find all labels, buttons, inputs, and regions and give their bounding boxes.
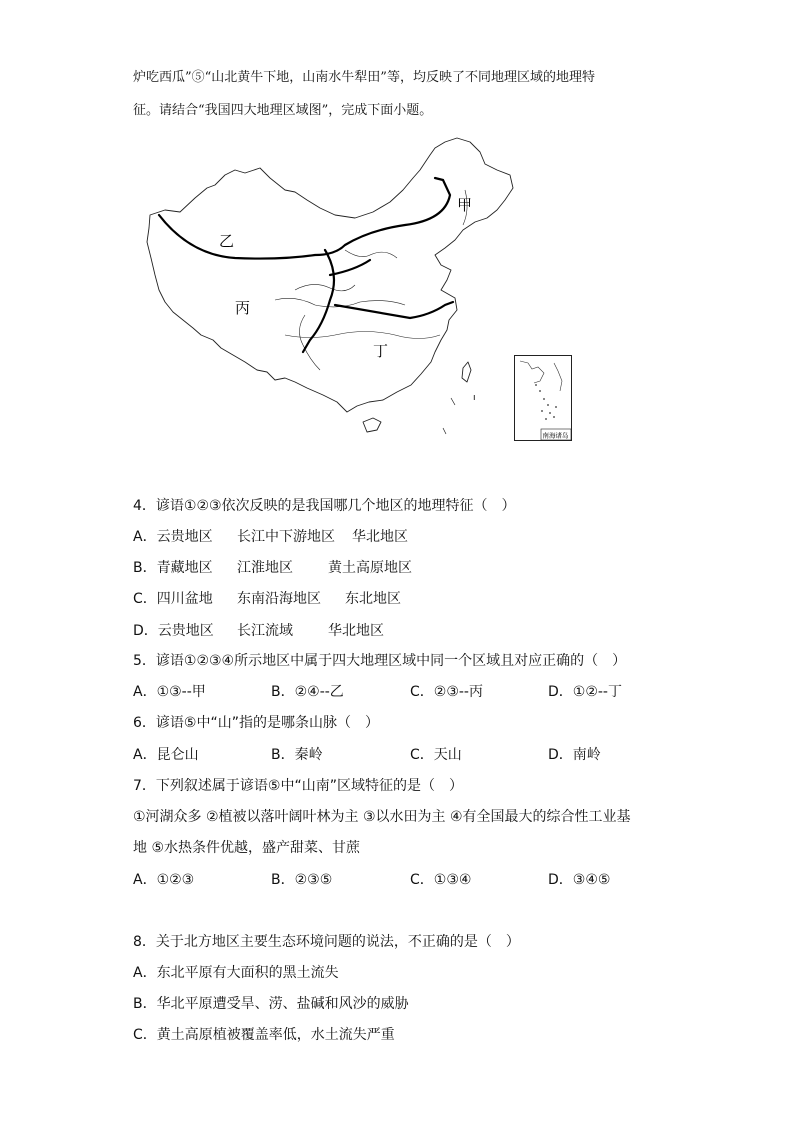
q5-option-d: D．①②--丁 bbox=[548, 684, 622, 700]
q5-option-a: A．①③--甲 bbox=[133, 684, 206, 700]
q4-option-c-1: C．四川盆地 bbox=[133, 591, 213, 607]
map-label-bing: 丙 bbox=[235, 299, 251, 317]
q4-option-b-3: 黄土高原地区 bbox=[328, 560, 412, 576]
q5-option-b: B．②④--乙 bbox=[271, 684, 344, 700]
map-label-ding: 丁 bbox=[373, 342, 389, 360]
south-china-sea-inset bbox=[514, 355, 572, 441]
q6-option-d: D．南岭 bbox=[548, 747, 601, 763]
qinghai-tibet-boundary-line bbox=[303, 250, 334, 352]
intro-line-1: 炉吃西瓜”⑤“山北黄牛下地，山南水牛犁田”等，均反映了不同地理区域的地理特 bbox=[133, 70, 595, 85]
q6-option-b: B．秦岭 bbox=[271, 747, 323, 763]
intro-line-2: 征。请结合“我国四大地理区域图”，完成下面小题。 bbox=[133, 103, 433, 118]
q5-stem: 5．谚语①②③④所示地区中属于四大地理区域中同一个区域且对应正确的（ ） bbox=[133, 653, 627, 669]
map-label-yi: 乙 bbox=[219, 232, 235, 250]
taiwan-island bbox=[462, 362, 471, 382]
q5-option-c: C．②③--丙 bbox=[410, 684, 483, 700]
q8-option-a: A．东北平原有大面积的黑土流失 bbox=[133, 965, 339, 981]
q7-statements-line-2: 地 ⑤水热条件优越，盛产甜菜、甘蔗 bbox=[133, 840, 361, 856]
q4-option-d-2: 长江流域 bbox=[237, 623, 293, 639]
q7-option-a: A．①②③ bbox=[133, 872, 195, 888]
q7-option-c: C．①③④ bbox=[410, 872, 472, 888]
q7-stem: 7．下列叙述属于谚语⑤中“山南”区域特征的是（ ） bbox=[133, 778, 463, 794]
q4-option-a-1: A．云贵地区 bbox=[133, 529, 213, 545]
q4-option-b-2: 江淮地区 bbox=[237, 560, 293, 576]
q4-option-c-3: 东北地区 bbox=[345, 591, 401, 607]
q8-option-b: B．华北平原遭受旱、涝、盐碱和风沙的威胁 bbox=[133, 996, 409, 1012]
q4-option-b-1: B．青藏地区 bbox=[133, 560, 213, 576]
q6-stem: 6．谚语⑤中“山”指的是哪条山脉（ ） bbox=[133, 715, 379, 731]
svg-text:ı: ı bbox=[473, 393, 476, 403]
q4-option-a-2: 长江中下游地区 bbox=[237, 529, 335, 545]
q4-option-a-3: 华北地区 bbox=[352, 529, 408, 545]
q4-option-c-2: 东南沿海地区 bbox=[237, 591, 321, 607]
q6-option-a: A．昆仑山 bbox=[133, 747, 199, 763]
q4-option-d-1: D．云贵地区 bbox=[133, 623, 214, 639]
q6-option-c: C．天山 bbox=[410, 747, 462, 763]
map-label-jia: 甲 bbox=[457, 196, 473, 214]
q7-option-d: D．③④⑤ bbox=[548, 872, 611, 888]
q8-stem: 8．关于北方地区主要生态环境问题的说法，不正确的是（ ） bbox=[133, 934, 520, 950]
inset-label: 南海诸岛 bbox=[542, 431, 569, 440]
q4-stem: 4．谚语①②③依次反映的是我国哪几个地区的地理特征（ ） bbox=[133, 498, 516, 514]
loess-boundary-line bbox=[330, 260, 370, 275]
q7-statements-line-1: ①河湖众多 ②植被以落叶阔叶林为主 ③以水田为主 ④有全国最大的综合性工业基 bbox=[133, 809, 631, 825]
north-boundary-line bbox=[159, 178, 450, 259]
q7-option-b: B．②③⑤ bbox=[271, 872, 333, 888]
q8-option-c: C．黄土高原植被覆盖率低，水土流失严重 bbox=[133, 1027, 395, 1043]
q4-option-d-3: 华北地区 bbox=[328, 623, 384, 639]
china-regions-map bbox=[145, 130, 515, 440]
hainan-island bbox=[363, 418, 381, 432]
